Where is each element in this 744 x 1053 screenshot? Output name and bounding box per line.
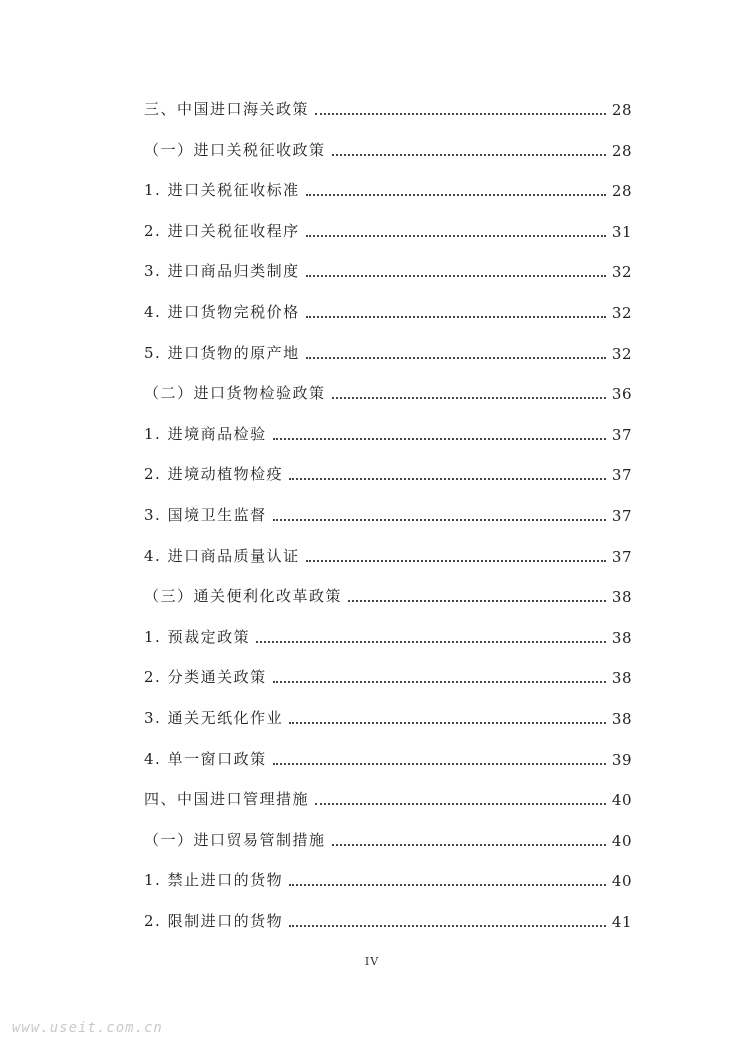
toc-entry-label: （三）通关便利化改革政策	[144, 587, 343, 605]
dot-leader	[306, 235, 606, 237]
toc-entry-label: 3. 国境卫生监督	[144, 506, 267, 524]
dot-leader	[289, 925, 606, 927]
toc-entry[interactable]	[144, 422, 632, 444]
toc-entry-page: 32	[611, 304, 632, 322]
toc-entry-label: 3. 进口商品归类制度	[144, 262, 300, 280]
dot-leader	[332, 154, 606, 156]
toc-entry-page: 38	[611, 588, 632, 606]
dot-leader	[306, 560, 606, 562]
toc-entry-label: 5. 进口货物的原产地	[144, 344, 300, 362]
toc-entry[interactable]	[144, 341, 632, 363]
toc-entry-label: 2. 分类通关政策	[144, 668, 267, 686]
toc-entry[interactable]	[144, 462, 632, 484]
toc-entry[interactable]	[144, 909, 632, 931]
toc-entry-page: 40	[611, 791, 632, 809]
dot-leader	[289, 478, 606, 480]
dot-leader	[332, 397, 606, 399]
toc-entry-page: 36	[611, 385, 632, 403]
toc-entry-page: 37	[611, 507, 632, 525]
toc-entry-label: 四、中国进口管理措施	[144, 790, 310, 808]
toc-entry-page: 31	[611, 223, 632, 241]
dot-leader	[306, 357, 606, 359]
toc-entry[interactable]	[144, 503, 632, 525]
toc-entry-page: 32	[611, 263, 632, 281]
toc-entry-page: 37	[611, 426, 632, 444]
toc-entry[interactable]	[144, 219, 632, 241]
toc-entry-page: 28	[611, 101, 632, 119]
dot-leader	[289, 722, 606, 724]
dot-leader	[315, 113, 606, 115]
toc-entry-page: 41	[611, 913, 632, 931]
toc-entry[interactable]	[144, 747, 632, 769]
toc-entry-page: 39	[611, 751, 632, 769]
dot-leader	[273, 763, 606, 765]
toc-entry-page: 28	[611, 182, 632, 200]
toc-entry-page: 38	[611, 669, 632, 687]
dot-leader	[306, 316, 606, 318]
toc-entry-label: 4. 进口商品质量认证	[144, 547, 300, 565]
toc-entry-label: 2. 进境动植物检疫	[144, 465, 284, 483]
dot-leader	[256, 641, 606, 643]
toc-entry[interactable]	[144, 868, 632, 890]
dot-leader	[306, 275, 606, 277]
toc-entry[interactable]	[144, 625, 632, 647]
page-number: IV	[364, 955, 380, 968]
dot-leader	[332, 844, 606, 846]
toc-entry-page: 37	[611, 548, 632, 566]
toc-entry[interactable]	[144, 381, 632, 403]
toc-entry-page: 32	[611, 345, 632, 363]
watermark: www.useit.com.cn	[12, 1020, 163, 1036]
toc-entry[interactable]	[144, 138, 632, 160]
toc-entry-page: 37	[611, 466, 632, 484]
toc-entry[interactable]	[144, 97, 632, 119]
toc-entry-label: 1. 预裁定政策	[144, 628, 251, 646]
dot-leader	[315, 803, 606, 805]
toc-entry-label: 三、中国进口海关政策	[144, 100, 310, 118]
dot-leader	[273, 519, 606, 521]
toc-entry[interactable]	[144, 787, 632, 809]
toc-entry-label: 2. 限制进口的货物	[144, 912, 284, 930]
dot-leader	[348, 600, 606, 602]
toc-entry-label: 1. 进口关税征收标准	[144, 181, 300, 199]
toc-entry-label: 4. 单一窗口政策	[144, 750, 267, 768]
toc-entry[interactable]	[144, 178, 632, 200]
dot-leader	[306, 194, 606, 196]
toc-entry-label: 1. 进境商品检验	[144, 425, 267, 443]
toc-entry-label: 3. 通关无纸化作业	[144, 709, 284, 727]
toc-entry-page: 40	[611, 832, 632, 850]
toc-entry[interactable]	[144, 300, 632, 322]
toc-entry-label: （一）进口关税征收政策	[144, 141, 326, 159]
toc-entry-page: 40	[611, 872, 632, 890]
toc-entry-page: 28	[611, 142, 632, 160]
toc-entry-label: 4. 进口货物完税价格	[144, 303, 300, 321]
toc-entry[interactable]	[144, 706, 632, 728]
dot-leader	[273, 438, 606, 440]
toc-entry-page: 38	[611, 629, 632, 647]
toc-entry-label: 2. 进口关税征收程序	[144, 222, 300, 240]
dot-leader	[289, 884, 606, 886]
toc-entry[interactable]	[144, 828, 632, 850]
toc-entry-page: 38	[611, 710, 632, 728]
toc-entry-label: （一）进口贸易管制措施	[144, 831, 326, 849]
toc-entry[interactable]	[144, 259, 632, 281]
toc-entry-label: （二）进口货物检验政策	[144, 384, 326, 402]
toc-entry[interactable]	[144, 584, 632, 606]
toc-entry[interactable]	[144, 665, 632, 687]
toc-entry-label: 1. 禁止进口的货物	[144, 871, 284, 889]
toc-entry[interactable]	[144, 544, 632, 566]
dot-leader	[273, 681, 606, 683]
